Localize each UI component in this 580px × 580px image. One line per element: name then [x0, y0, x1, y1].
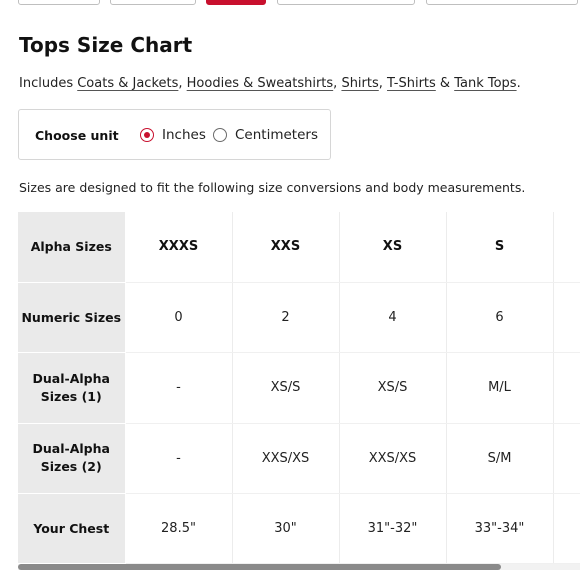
size-column-header: XXXS [125, 212, 232, 282]
table-cell [553, 423, 580, 493]
row-header: Numeric Sizes [18, 282, 125, 352]
table-cell: XXS/XS [232, 423, 339, 493]
category-tab-active[interactable] [206, 0, 266, 5]
link-shirts[interactable]: Shirts [341, 76, 379, 91]
link-t-shirts[interactable]: T-Shirts [387, 76, 436, 91]
link-coats-jackets[interactable]: Coats & Jackets [77, 76, 179, 91]
table-cell: M/L [446, 353, 553, 423]
radio-inches[interactable] [140, 128, 154, 142]
size-column-header: XS [339, 212, 446, 282]
size-column-header [553, 212, 580, 282]
table-cell: 6 [446, 282, 553, 352]
table-row [18, 353, 580, 423]
table-cell: 2 [232, 282, 339, 352]
link-tank-tops[interactable]: Tank Tops [454, 76, 517, 91]
radio-centimeters-label: Centimeters [235, 127, 318, 143]
separator: & [435, 76, 455, 91]
unit-option-centimeters[interactable] [213, 127, 318, 143]
table-cell: 28.5" [125, 494, 232, 564]
table-cell: 0 [125, 282, 232, 352]
table-row [18, 212, 580, 282]
separator: , [333, 76, 342, 91]
table-cell [553, 494, 580, 564]
size-category-tabs [0, 0, 580, 8]
table-cell: XS/S [339, 353, 446, 423]
size-column-header: XXS [232, 212, 339, 282]
table-cell: 31"-32" [339, 494, 446, 564]
includes-line [19, 76, 521, 91]
row-header: Alpha Sizes [18, 212, 125, 282]
separator: , [378, 76, 388, 91]
table-cell: 30" [232, 494, 339, 564]
page-title: Tops Size Chart [19, 33, 193, 57]
includes-suffix: . [516, 76, 521, 91]
table-cell: S/M [446, 423, 553, 493]
table-row [18, 494, 580, 564]
category-tab[interactable] [18, 0, 100, 5]
table-cell: 4 [339, 282, 446, 352]
row-header: Your Chest [18, 494, 125, 564]
radio-inches-label: Inches [162, 127, 206, 143]
radio-centimeters[interactable] [213, 128, 227, 142]
row-header: Dual-Alpha Sizes (2) [18, 423, 125, 493]
table-cell: XS/S [232, 353, 339, 423]
unit-selector [18, 109, 331, 160]
category-tab[interactable] [426, 0, 578, 5]
table-row [18, 423, 580, 493]
size-table [18, 212, 580, 564]
table-cell [553, 282, 580, 352]
includes-prefix: Includes [19, 76, 78, 91]
table-cell: 33"-34" [446, 494, 553, 564]
table-cell: XXS/XS [339, 423, 446, 493]
link-hoodies-sweatshirts[interactable]: Hoodies & Sweatshirts [186, 76, 334, 91]
size-table-container [18, 212, 580, 564]
table-cell [553, 353, 580, 423]
unit-option-inches[interactable] [140, 127, 206, 143]
size-description: Sizes are designed to fit the following size conversions and body measurements. [19, 180, 526, 195]
horizontal-scrollbar[interactable] [18, 564, 580, 570]
separator: , [178, 76, 187, 91]
category-tab[interactable] [110, 0, 196, 5]
table-row [18, 282, 580, 352]
row-header: Dual-Alpha Sizes (1) [18, 353, 125, 423]
category-tab[interactable] [277, 0, 415, 5]
table-cell: - [125, 353, 232, 423]
scrollbar-thumb[interactable] [18, 564, 501, 570]
table-cell: - [125, 423, 232, 493]
unit-label: Choose unit [35, 128, 119, 143]
size-column-header: S [446, 212, 553, 282]
